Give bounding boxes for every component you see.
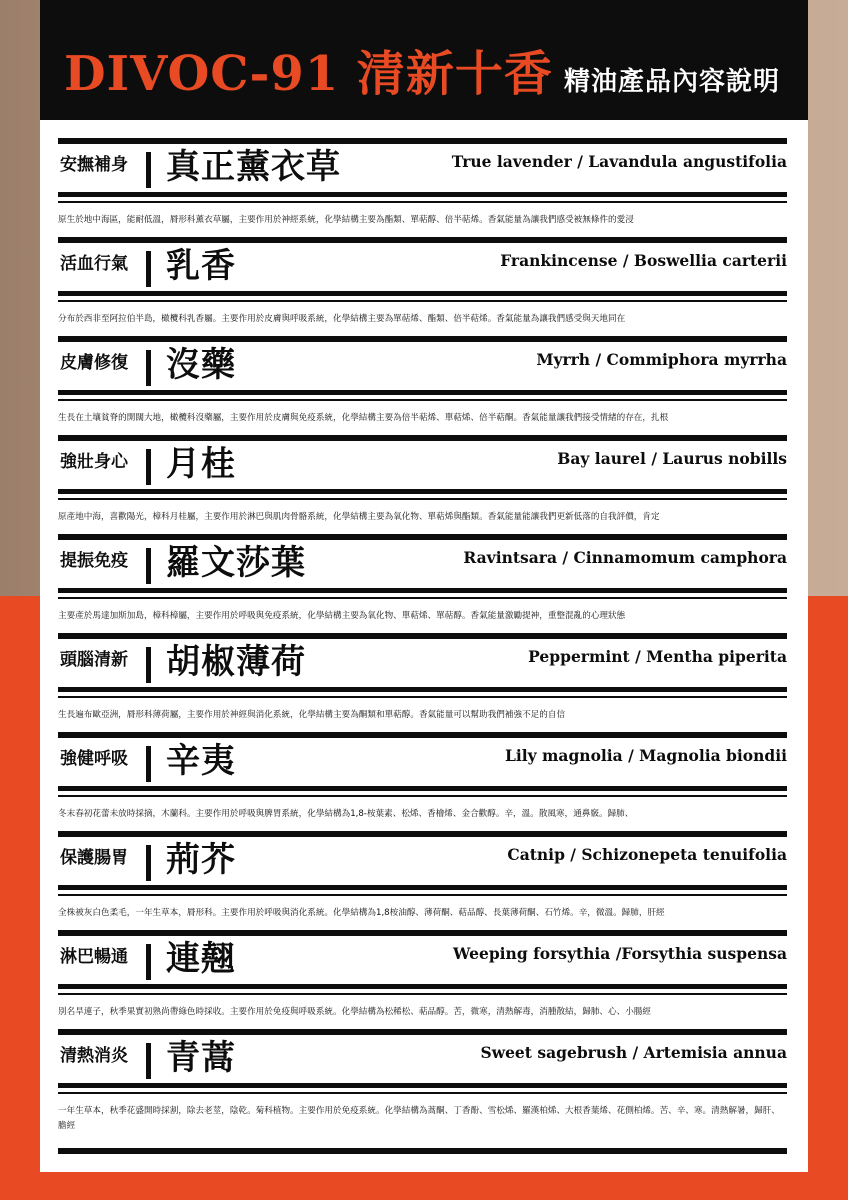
divider-thick [58, 930, 787, 936]
vertical-divider [146, 251, 151, 287]
divider-thick [58, 1083, 787, 1088]
divider-thin [58, 597, 787, 599]
oil-name: 荊芥 [166, 840, 236, 880]
oil-description: 原生於地中海區，能耐低溫，脣形科薰衣草屬，主要作用於神經系統，化學結構主要為酯類、單萜醇、倍半萜烯。香氣能量為讓我們感受被無條件的愛浸 [58, 215, 634, 225]
oil-entry [58, 831, 787, 930]
vertical-divider [146, 449, 151, 485]
oil-description: 原產地中海，喜歡陽光，樟科月桂屬，主要作用於淋巴與肌肉骨骼系統，化學結構主要為氧化物、單萜烯與酯類。香氣能量能讓我們更新低落的自我評價，肯定 [58, 512, 660, 522]
divider-thick [58, 390, 787, 395]
oil-list [58, 138, 787, 1131]
benefit-label: 淋巴暢通 [60, 947, 128, 967]
divider-thick [58, 633, 787, 639]
vertical-divider [146, 845, 151, 881]
benefit-label: 皮膚修復 [60, 353, 128, 373]
benefit-label: 活血行氣 [60, 254, 128, 274]
benefit-label: 提振免疫 [60, 551, 128, 571]
benefit-label: 頭腦清新 [60, 650, 128, 670]
divider-thin [58, 201, 787, 203]
benefit-label: 強健呼吸 [60, 749, 128, 769]
latin-name: Peppermint / Mentha piperita [528, 647, 787, 666]
latin-name: Frankincense / Boswellia carterii [500, 251, 787, 270]
divider-thick [58, 831, 787, 837]
benefit-label: 保護腸胃 [60, 848, 128, 868]
vertical-divider [146, 350, 151, 386]
oil-name: 羅文莎葉 [166, 543, 306, 583]
vertical-divider [146, 152, 151, 188]
oil-entry [58, 633, 787, 732]
oil-entry [58, 435, 787, 534]
divider-thick [58, 885, 787, 890]
document-sheet [40, 0, 808, 1172]
vertical-divider [146, 647, 151, 683]
latin-name: Bay laurel / Laurus nobills [557, 449, 787, 468]
divider-thin [58, 795, 787, 797]
divider-thick [58, 984, 787, 989]
oil-name: 辛夷 [166, 741, 236, 781]
latin-name: Lily magnolia / Magnolia biondii [504, 746, 787, 765]
divider-thick [58, 1029, 787, 1035]
divider-thick [58, 291, 787, 296]
oil-description: 分布於西非至阿拉伯半島，橄欖科乳香屬。主要作用於皮膚與呼吸系統，化學結構主要為單萜烯、酯類、倍半萜烯。香氣能量為讓我們感受與天地同在 [58, 314, 626, 324]
divider-thin [58, 993, 787, 995]
vertical-divider [146, 1043, 151, 1079]
divider-thick [58, 489, 787, 494]
benefit-label: 安撫補身 [60, 155, 128, 175]
benefit-label: 強壯身心 [60, 452, 128, 472]
oil-description: 生長在土壤貧脊的開闊大地，橄欖科沒藥屬，主要作用於皮膚與免疫系統，化學結構主要為倍半萜烯、單萜烯、倍半萜酮。香氣能量讓我們接受情緒的存在，扎根 [58, 413, 669, 423]
bottom-divider [58, 1148, 787, 1154]
oil-entry [58, 138, 787, 237]
vertical-divider [146, 746, 151, 782]
oil-entry [58, 732, 787, 831]
benefit-label: 清熱消炎 [60, 1046, 128, 1066]
oil-name: 胡椒薄荷 [166, 642, 306, 682]
divider-thin [58, 498, 787, 500]
divider-thick [58, 588, 787, 593]
oil-name: 真正薰衣草 [166, 147, 341, 187]
oil-name: 沒藥 [166, 345, 236, 385]
oil-entry [58, 1029, 787, 1131]
vertical-divider [146, 548, 151, 584]
divider-thin [58, 696, 787, 698]
divider-thick [58, 138, 787, 144]
divider-thick [58, 534, 787, 540]
divider-thin [58, 300, 787, 302]
oil-entry [58, 930, 787, 1029]
oil-name: 連翹 [166, 939, 236, 979]
divider-thick [58, 336, 787, 342]
oil-name: 月桂 [166, 444, 236, 484]
vertical-divider [146, 944, 151, 980]
divider-thick [58, 237, 787, 243]
latin-name: Sweet sagebrush / Artemisia annua [480, 1043, 787, 1062]
oil-entry [58, 336, 787, 435]
divider-thick [58, 192, 787, 197]
oil-description: 冬末春初花蕾未放時採摘，木蘭科。主要作用於呼吸與脾胃系統，化學結構為1,8-桉葉素、松烯、香檜烯、金合歡醇。辛，溫。散風寒，通鼻竅。歸肺、 [58, 809, 634, 819]
oil-name: 乳香 [166, 246, 236, 286]
latin-name: Myrrh / Commiphora myrrha [536, 350, 787, 369]
oil-description: 生長遍布歐亞洲，脣形科薄荷屬，主要作用於神經與消化系統，化學結構主要為酮類和單萜醇。香氣能量可以幫助我們補強不足的自信 [58, 710, 566, 720]
document-title: DIVOC-91 清新十香 [64, 46, 553, 102]
divider-thin [58, 894, 787, 896]
oil-entry [58, 534, 787, 633]
oil-entry [58, 237, 787, 336]
latin-name: Ravintsara / Cinnamomum camphora [463, 548, 787, 567]
divider-thick [58, 435, 787, 441]
divider-thick [58, 786, 787, 791]
divider-thin [58, 399, 787, 401]
document-subtitle: 精油產品內容說明 [564, 67, 781, 97]
oil-description: 全株被灰白色柔毛，一年生草本，脣形科。主要作用於呼吸與消化系統。化學結構為1,8桉油醇、薄荷酮、萜品醇、長葉薄荷酮、石竹烯。辛，微溫。歸肺，肝經 [58, 908, 665, 918]
divider-thin [58, 1092, 787, 1094]
header-banner [40, 0, 808, 120]
latin-name: True lavender / Lavandula angustifolia [451, 152, 787, 171]
latin-name: Catnip / Schizonepeta tenuifolia [507, 845, 787, 864]
latin-name: Weeping forsythia /Forsythia suspensa [452, 944, 787, 963]
divider-thick [58, 687, 787, 692]
divider-thick [58, 732, 787, 738]
oil-name: 青蒿 [166, 1038, 236, 1078]
oil-description: 主要產於馬達加斯加島，樟科樟屬，主要作用於呼吸與免疫系統，化學結構主要為氧化物、單萜烯、單萜醇。香氣能量激勵提神，重整混亂的心理狀態 [58, 611, 626, 621]
oil-description: 別名旱連子，秋季果實初熟尚帶綠色時採收。主要作用於免疫與呼吸系統。化學結構為松稀松、萜品醇。苦，微寒，清熱解毒，消腫散結，歸肺、心、小腸經 [58, 1007, 651, 1017]
oil-description: 一年生草本，秋季花盛開時採割，除去老莖，陰乾。菊科植物。主要作用於免疫系統。化學結構為蒿酮、丁香酚、雪松烯、羅漢柏烯、大根香葉烯、花側柏烯。苦、辛、寒。清熱解暑，歸肝、膽經 [58, 1106, 780, 1131]
